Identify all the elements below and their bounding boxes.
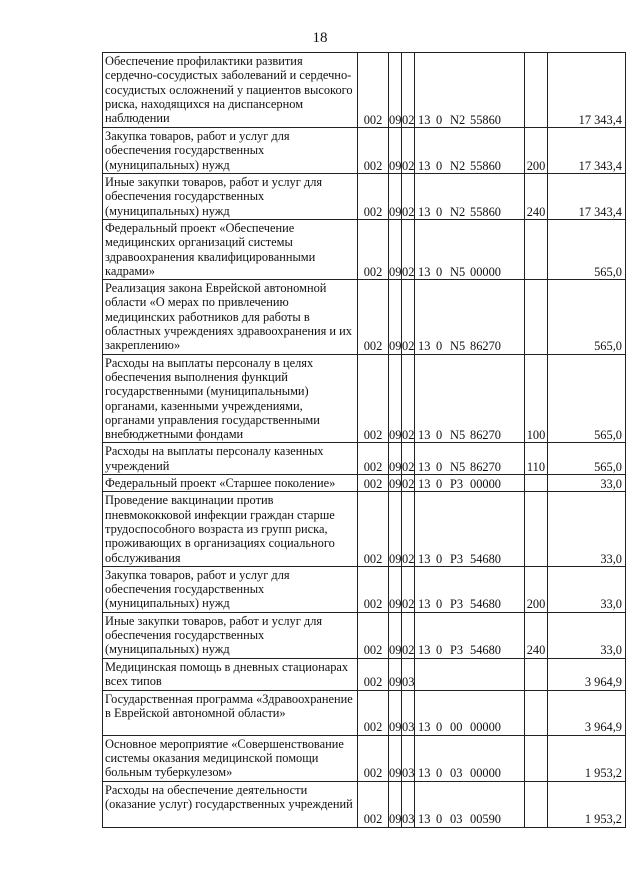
table-row (103, 280, 626, 354)
amount: 3 964,9 (548, 690, 626, 735)
ministry-code: 002 (358, 690, 389, 735)
target-article-part: 54680 (470, 551, 501, 566)
target-article-part: 0 (436, 766, 443, 781)
amount: 565,0 (548, 220, 626, 280)
amount: 1 953,2 (548, 735, 626, 781)
subsection-code: 02 (402, 612, 415, 658)
table-row (103, 658, 626, 690)
target-article-part: 0 (436, 158, 443, 173)
target-article-part: 00000 (470, 264, 501, 279)
target-article-part: N5 (450, 264, 466, 279)
target-article-part: N5 (450, 428, 466, 443)
target-article-part: 00000 (470, 766, 501, 781)
ministry-code: 002 (358, 174, 389, 220)
table-row (103, 566, 626, 612)
row-name: Расходы на выплаты персоналу в целях обеспечения выполнения функций государственными (муниципальными) органами, казенными учреждениями, органами управления государственными внебюджетными фондами (103, 354, 358, 443)
target-article-code (415, 690, 525, 735)
amount: 1 953,2 (548, 781, 626, 827)
target-article-part: P3 (450, 551, 464, 566)
target-article-part: 0 (436, 339, 443, 354)
amount: 3 964,9 (548, 658, 626, 690)
target-article-parts (418, 265, 501, 279)
amount: 17 343,4 (548, 174, 626, 220)
target-article-part: 86270 (470, 459, 501, 474)
target-article-part: 54680 (470, 597, 501, 612)
ministry-code: 002 (358, 53, 389, 128)
target-article-part: 0 (436, 428, 443, 443)
target-article-part: N5 (450, 459, 466, 474)
amount: 33,0 (548, 492, 626, 566)
row-name: Реализация закона Еврейской автономной области «О мерах по привлечению медицинских работников для работы в областных учреждениях здравоохранения и их закреплению» (103, 280, 358, 354)
target-article-part: 86270 (470, 339, 501, 354)
expense-type-code: 200 (525, 566, 548, 612)
target-article-parts (418, 597, 501, 611)
target-article-parts (418, 460, 501, 474)
target-article-part: N2 (450, 112, 466, 127)
ministry-code: 002 (358, 220, 389, 280)
target-article-part: 03 (450, 766, 463, 781)
section-code: 09 (389, 280, 402, 354)
target-article-part: 55860 (470, 158, 501, 173)
ministry-code: 002 (358, 781, 389, 827)
row-name: Расходы на выплаты персоналу казенных учреждений (103, 443, 358, 475)
target-article-code (415, 128, 525, 174)
row-name: Иные закупки товаров, работ и услуг для обеспечения государственных (муниципальных) нужд (103, 612, 358, 658)
target-article-parts (418, 552, 501, 566)
target-article-part: 13 (418, 812, 431, 827)
target-article-part: 0 (436, 477, 443, 492)
subsection-code: 02 (402, 128, 415, 174)
amount: 565,0 (548, 280, 626, 354)
section-code: 09 (389, 220, 402, 280)
expense-type-code (525, 735, 548, 781)
target-article-part: 00000 (470, 720, 501, 735)
target-article-part: 0 (436, 264, 443, 279)
ministry-code: 002 (358, 128, 389, 174)
section-code: 09 (389, 174, 402, 220)
target-article-code (415, 735, 525, 781)
amount: 33,0 (548, 612, 626, 658)
target-article-code (415, 781, 525, 827)
target-article-part: P3 (450, 597, 464, 612)
subsection-code: 03 (402, 690, 415, 735)
section-code: 09 (389, 128, 402, 174)
target-article-code (415, 354, 525, 443)
row-name: Проведение вакцинации против пневмококковой инфекции граждан старше трудоспособного возраста из групп риска, проживающих в организациях социального обслуживания (103, 492, 358, 566)
expense-type-code: 110 (525, 443, 548, 475)
subsection-code: 02 (402, 566, 415, 612)
target-article-part: 13 (418, 158, 431, 173)
ministry-code: 002 (358, 280, 389, 354)
target-article-parts (418, 477, 501, 491)
target-article-part: 00 (450, 720, 463, 735)
ministry-code: 002 (358, 658, 389, 690)
section-code: 09 (389, 443, 402, 475)
target-article-code (415, 443, 525, 475)
section-code: 09 (389, 781, 402, 827)
subsection-code: 03 (402, 658, 415, 690)
subsection-code: 02 (402, 443, 415, 475)
target-article-part: 0 (436, 720, 443, 735)
ministry-code: 002 (358, 354, 389, 443)
target-article-part: 13 (418, 597, 431, 612)
budget-table (102, 52, 626, 828)
expense-type-code: 240 (525, 174, 548, 220)
target-article-part: 00000 (470, 477, 501, 492)
target-article-part: N2 (450, 204, 466, 219)
expense-type-code (525, 690, 548, 735)
section-code: 09 (389, 612, 402, 658)
amount: 33,0 (548, 475, 626, 492)
target-article-part: 13 (418, 264, 431, 279)
expense-type-code (525, 220, 548, 280)
section-code: 09 (389, 492, 402, 566)
target-article-code (415, 280, 525, 354)
target-article-part: 54680 (470, 643, 501, 658)
row-name: Обеспечение профилактики развития сердечно-сосудистых заболеваний и сердечно-сосудистых осложнений у пациентов высокого риска, находящихся на диспансерном наблюдении (103, 53, 358, 128)
target-article-part: 13 (418, 428, 431, 443)
ministry-code: 002 (358, 566, 389, 612)
target-article-code (415, 492, 525, 566)
target-article-part: 0 (436, 459, 443, 474)
section-code: 09 (389, 690, 402, 735)
ministry-code: 002 (358, 492, 389, 566)
target-article-part: 0 (436, 597, 443, 612)
target-article-parts (418, 428, 501, 442)
row-name: Федеральный проект «Старшее поколение» (103, 475, 358, 492)
subsection-code: 02 (402, 475, 415, 492)
target-article-part: 55860 (470, 112, 501, 127)
target-article-part: 03 (450, 812, 463, 827)
amount: 33,0 (548, 566, 626, 612)
table-row (103, 443, 626, 475)
table-row (103, 220, 626, 280)
subsection-code: 03 (402, 781, 415, 827)
ministry-code: 002 (358, 475, 389, 492)
expense-type-code: 200 (525, 128, 548, 174)
expense-type-code: 240 (525, 612, 548, 658)
target-article-parts (418, 113, 501, 127)
target-article-code (415, 612, 525, 658)
subsection-code: 02 (402, 174, 415, 220)
table-row (103, 735, 626, 781)
target-article-parts (418, 720, 501, 734)
target-article-part: 13 (418, 766, 431, 781)
target-article-part: 55860 (470, 204, 501, 219)
table-row (103, 128, 626, 174)
expense-type-code (525, 475, 548, 492)
target-article-part: 13 (418, 112, 431, 127)
target-article-code (415, 174, 525, 220)
row-name: Закупка товаров, работ и услуг для обеспечения государственных (муниципальных) нужд (103, 566, 358, 612)
table-row (103, 612, 626, 658)
amount: 17 343,4 (548, 128, 626, 174)
section-code: 09 (389, 354, 402, 443)
expense-type-code (525, 280, 548, 354)
row-name: Закупка товаров, работ и услуг для обеспечения государственных (муниципальных) нужд (103, 128, 358, 174)
target-article-part: 0 (436, 812, 443, 827)
target-article-parts (418, 643, 501, 657)
target-article-part: 13 (418, 720, 431, 735)
row-name: Иные закупки товаров, работ и услуг для обеспечения государственных (муниципальных) нужд (103, 174, 358, 220)
budget-table-body (103, 53, 626, 828)
ministry-code: 002 (358, 735, 389, 781)
expense-type-code (525, 492, 548, 566)
expense-type-code (525, 53, 548, 128)
target-article-part: N2 (450, 158, 466, 173)
target-article-part: N5 (450, 339, 466, 354)
target-article-part: P3 (450, 477, 464, 492)
subsection-code: 02 (402, 280, 415, 354)
target-article-parts (418, 812, 501, 826)
table-row (103, 690, 626, 735)
ministry-code: 002 (358, 443, 389, 475)
target-article-part: 13 (418, 204, 431, 219)
target-article-code (415, 475, 525, 492)
target-article-part: 0 (436, 112, 443, 127)
expense-type-code (525, 781, 548, 827)
target-article-code (415, 658, 525, 690)
table-row (103, 781, 626, 827)
table-row (103, 475, 626, 492)
target-article-code (415, 566, 525, 612)
table-row (103, 492, 626, 566)
row-name: Расходы на обеспечение деятельности (оказание услуг) государственных учреждений (103, 781, 358, 827)
subsection-code: 02 (402, 492, 415, 566)
target-article-parts (418, 159, 501, 173)
target-article-part: 13 (418, 643, 431, 658)
table-row (103, 354, 626, 443)
amount: 17 343,4 (548, 53, 626, 128)
target-article-part: 13 (418, 459, 431, 474)
amount: 565,0 (548, 354, 626, 443)
target-article-part: 13 (418, 477, 431, 492)
target-article-parts (418, 766, 501, 780)
target-article-parts (418, 339, 501, 353)
ministry-code: 002 (358, 612, 389, 658)
row-name: Основное мероприятие «Совершенствование системы оказания медицинской помощи больным туберкулезом» (103, 735, 358, 781)
table-row (103, 174, 626, 220)
subsection-code: 02 (402, 220, 415, 280)
target-article-part: 0 (436, 551, 443, 566)
target-article-code (415, 220, 525, 280)
expense-type-code (525, 658, 548, 690)
target-article-part: 86270 (470, 428, 501, 443)
row-name: Федеральный проект «Обеспечение медицинских организаций системы здравоохранения квалифицированными кадрами» (103, 220, 358, 280)
amount: 565,0 (548, 443, 626, 475)
table-row (103, 53, 626, 128)
subsection-code: 03 (402, 735, 415, 781)
subsection-code: 02 (402, 53, 415, 128)
target-article-part: P3 (450, 643, 464, 658)
section-code: 09 (389, 566, 402, 612)
page-number: 18 (312, 30, 328, 46)
target-article-part: 00590 (470, 812, 501, 827)
expense-type-code: 100 (525, 354, 548, 443)
target-article-code (415, 53, 525, 128)
section-code: 09 (389, 735, 402, 781)
row-name: Государственная программа «Здравоохранение в Еврейской автономной области» (103, 690, 358, 735)
target-article-part: 0 (436, 204, 443, 219)
section-code: 09 (389, 658, 402, 690)
section-code: 09 (389, 475, 402, 492)
target-article-part: 0 (436, 643, 443, 658)
target-article-part: 13 (418, 551, 431, 566)
target-article-parts (418, 205, 501, 219)
section-code: 09 (389, 53, 402, 128)
row-name: Медицинская помощь в дневных стационарах всех типов (103, 658, 358, 690)
target-article-parts (418, 675, 470, 689)
subsection-code: 02 (402, 354, 415, 443)
target-article-part: 13 (418, 339, 431, 354)
